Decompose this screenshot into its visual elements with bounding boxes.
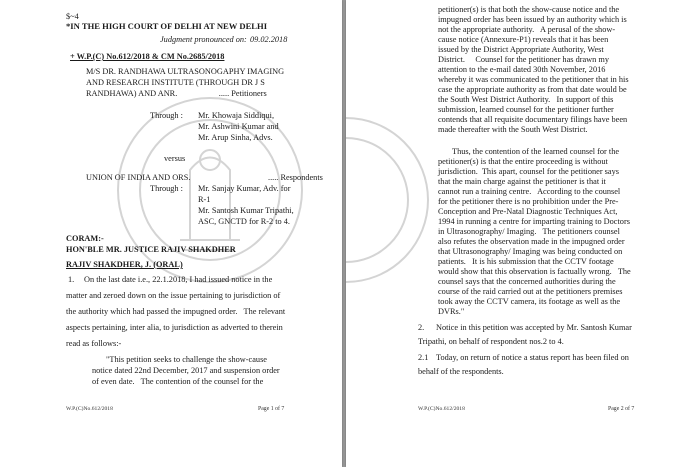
quote-line: petitioner(s) is that both the show-cause notice and the <box>438 5 620 14</box>
quote-line: petitioner(s) is that the entire proceeding is without <box>438 157 608 166</box>
quote-line: attention to the e-mail dated 30th November, 2016 <box>438 65 606 74</box>
paragraph-line: the authority which had passed the impugned order. The relevant <box>66 307 286 316</box>
counsel-line: Mr. Ashwini Kumar and <box>198 122 279 131</box>
quote-line: of even date. The contention of the counsel for the <box>92 377 264 386</box>
paragraph-line: Tripathi, on behalf of respondent nos.2 to 4. <box>418 337 564 346</box>
paragraph-line: On the last date i.e., 22.1.2018, I had issued notice in the <box>84 275 273 284</box>
quote-line: whereby it was communicated to the petitioner that in his <box>438 75 629 84</box>
counsel-line: R-1 <box>198 195 211 204</box>
petitioner-line: RANDHAWA) AND ANR. ..... Petitioners <box>86 89 267 98</box>
paragraph-line: Notice in this petition was accepted by Mr. Santosh Kumar <box>436 323 632 332</box>
judge-name: HON'BLE MR. JUSTICE RAJIV SHAKDHER <box>66 245 236 254</box>
paragraph-line: read as follows:- <box>66 339 122 348</box>
document-page-2 <box>346 0 700 467</box>
paragraph-line: matter and zeroed down on the issue pertaining to jurisdiction of <box>66 291 281 300</box>
footer-page-number: Page 2 of 7 <box>608 406 635 412</box>
quote-line: DVRs." <box>438 307 465 316</box>
court-seal-watermark-icon <box>346 100 436 300</box>
footer-page-number: Page 1 of 7 <box>258 406 285 412</box>
quote-line: also refutes the observation made in the impugned order <box>438 237 625 246</box>
quote-line: cannot run a training centre. According to the counsel <box>438 187 621 196</box>
quote-line: notice dated 22nd December, 2017 and suspension order <box>92 366 280 375</box>
quote-line: cause notice (Annexure-P1) reveals that it has been <box>438 35 609 44</box>
quote-line: that Ultrasonography/ Imaging was being conducted on <box>438 247 623 256</box>
counsel-line: ASC, GNCTD for R-2 to 4. <box>198 217 290 226</box>
paragraph-line: behalf of the respondents. <box>418 367 504 376</box>
counsel-line: Mr. Khowaja Siddiqui, <box>198 111 275 120</box>
judgment-date: 09.02.2018 <box>250 35 288 44</box>
case-number: + W.P.(C) No.612/2018 & CM No.2685/2018 <box>70 52 225 61</box>
quote-line: issued by the District Appropriate Authority, West <box>438 45 604 54</box>
quote-line: not the appropriate authority. A perusal of the show- <box>438 25 616 34</box>
counsel-line: Mr. Arup Sinha, Advs. <box>198 133 273 142</box>
quote-line: Thus, the contention of the learned counsel for the <box>452 147 620 156</box>
quote-line: jurisdiction. This apart, counsel for the petitioner says <box>438 167 619 176</box>
quote-line: contends that all requisite documentary filings have been <box>438 115 628 124</box>
paragraph-number: 2.1 <box>418 353 429 362</box>
quote-line: Conception and Pre-Natal Diagnostic Techniques Act, <box>438 207 618 216</box>
quote-line: counsel says that the concerned authorities during the <box>438 277 616 286</box>
document-page-1 <box>0 0 342 467</box>
versus-label: versus <box>164 154 186 163</box>
footer-case-number: W.P.(C)No.612/2018 <box>66 406 113 412</box>
court-title: *IN THE HIGH COURT OF DELHI AT NEW DELHI <box>66 21 268 31</box>
quote-line: submission, learned counsel for the petitioner further <box>438 105 614 114</box>
document-mark: $~4 <box>66 12 79 21</box>
coram-label: CORAM:- <box>66 234 104 243</box>
oral-heading: RAJIV SHAKDHER, J. (ORAL) <box>66 260 183 269</box>
paragraph-line: Today, on return of notice a status report has been filed on <box>436 353 629 362</box>
counsel-line: Mr. Sanjay Kumar, Adv. for <box>198 184 291 193</box>
petitioner-line: M/S DR. RANDHAWA ULTRASONOGAPHY IMAGING <box>86 67 285 76</box>
through-label: Through : <box>150 184 183 193</box>
judgment-label: Judgment pronounced on: <box>160 35 247 44</box>
petitioner-line: AND RESEARCH INSTITUTE (THROUGH DR J S <box>86 78 265 87</box>
quote-line: "This petition seeks to challenge the show-cause <box>106 355 267 364</box>
quote-line: in Ultrasonography/ Imaging. The petitioners counsel <box>438 227 620 236</box>
counsel-line: Mr. Santosh Kumar Tripathi, <box>198 206 294 215</box>
paragraph-number: 1. <box>68 275 75 284</box>
quote-line: that the main charge against the petitioner is that it <box>438 177 606 186</box>
respondent-line: UNION OF INDIA AND ORS. <box>86 173 191 182</box>
respondent-role: ..... Respondents <box>268 173 323 182</box>
quote-line: for the petitioner there is no prohibition under the Pre- <box>438 197 619 206</box>
quote-line: patients. It is his submission that the CCTV footage <box>438 257 614 266</box>
paragraph-line: aspects pertaining, inter alia, to jurisdiction as adverted to therein <box>66 323 283 332</box>
quote-line: made thereafter with the South West District. <box>438 125 588 134</box>
quote-line: 1994 in running a centre for imparting training to Doctors <box>438 217 630 226</box>
quote-line: course of the raid carried out at the petitioners premises <box>438 287 623 296</box>
quote-line: would show that this observation is factually wrong. The <box>438 267 631 276</box>
paragraph-number: 2. <box>418 323 425 332</box>
quote-line: impugned order has been issued by an authority which is <box>438 15 627 24</box>
quote-line: the South West District Authority. In support of this <box>438 95 614 104</box>
quote-line: District. Counsel for the petitioner has drawn my <box>438 55 609 64</box>
quote-line: case the appropriate authority as from that date would be <box>438 85 627 94</box>
footer-case-number: W.P.(C)No.612/2018 <box>418 406 465 412</box>
quote-line: took away the CCTV camera, its footage as well as the <box>438 297 621 306</box>
through-label: Through : <box>150 111 183 120</box>
